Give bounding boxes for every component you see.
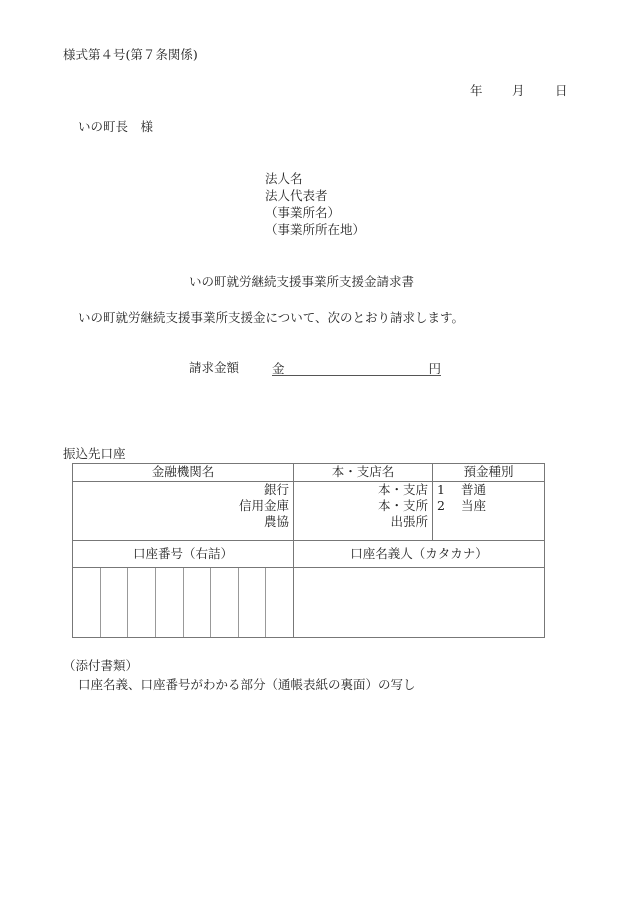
institution-cell[interactable] — [73, 482, 294, 541]
account-digit-box[interactable] — [73, 568, 101, 637]
corp-name-label: 法人名 — [265, 171, 303, 186]
office-name-label: （事業所名） — [265, 205, 341, 220]
branch-type-shuchojo: 出張所 — [390, 514, 428, 529]
col-institution-header: 金融機関名 — [73, 464, 294, 482]
attachments-item: 口座名義、口座番号がわかる部分（通帳表紙の裏面）の写し — [78, 677, 416, 692]
deposit-type-label: 普通 — [460, 482, 486, 497]
deposit-type-label: 当座 — [460, 498, 486, 513]
institution-type-shinkin: 信用金庫 — [238, 498, 289, 513]
amount-prefix: 金 — [272, 361, 285, 376]
branch-cell[interactable] — [294, 482, 433, 541]
date-day-label: 日 — [555, 83, 568, 98]
account-digit-box[interactable] — [266, 568, 293, 637]
amount-suffix: 円 — [428, 361, 441, 376]
account-digit-box[interactable] — [239, 568, 267, 637]
document-title: いの町就労継続支援事業所支援金請求書 — [189, 274, 415, 289]
attachments-heading: （添付書類） — [63, 658, 139, 673]
representative-label: 法人代表者 — [265, 188, 328, 203]
date-year-label: 年 — [470, 83, 483, 98]
account-holder-header: 口座名義人（カタカナ） — [294, 541, 545, 568]
institution-type-ja: 農協 — [263, 514, 289, 529]
account-number-header: 口座番号（右詰） — [73, 541, 294, 568]
amount-field[interactable] — [272, 359, 441, 376]
date-month-label: 月 — [512, 83, 525, 98]
amount-label: 請求金額 — [189, 360, 240, 375]
account-digit-box[interactable] — [156, 568, 184, 637]
col-deposit-type-header: 預金種別 — [433, 464, 545, 482]
institution-type-bank: 銀行 — [263, 482, 289, 497]
bank-account-table — [72, 463, 545, 638]
deposit-type-option[interactable] — [437, 482, 540, 498]
col-branch-header: 本・支店名 — [294, 464, 433, 482]
bank-section-heading: 振込先口座 — [63, 446, 126, 461]
body-text: いの町就労継続支援事業所支援金について、次のとおり請求します。 — [78, 310, 465, 325]
account-digit-box[interactable] — [101, 568, 129, 637]
addressee: いの町長 様 — [78, 119, 154, 134]
office-address-label: （事業所所在地） — [265, 222, 366, 237]
form-number: 様式第４号(第７条関係) — [63, 47, 198, 62]
account-digit-box[interactable] — [128, 568, 156, 637]
account-digit-box[interactable] — [211, 568, 239, 637]
branch-type-honshiten: 本・支店 — [377, 482, 428, 497]
account-holder-field[interactable] — [294, 568, 545, 638]
deposit-type-option[interactable] — [437, 498, 540, 514]
deposit-type-num: 2 — [437, 498, 445, 513]
account-digit-box[interactable] — [184, 568, 212, 637]
applicant-block — [265, 170, 365, 238]
deposit-type-num: 1 — [437, 482, 445, 497]
account-number-field — [73, 568, 294, 638]
deposit-type-cell[interactable] — [433, 482, 545, 541]
branch-type-honshisho: 本・支所 — [377, 498, 428, 513]
